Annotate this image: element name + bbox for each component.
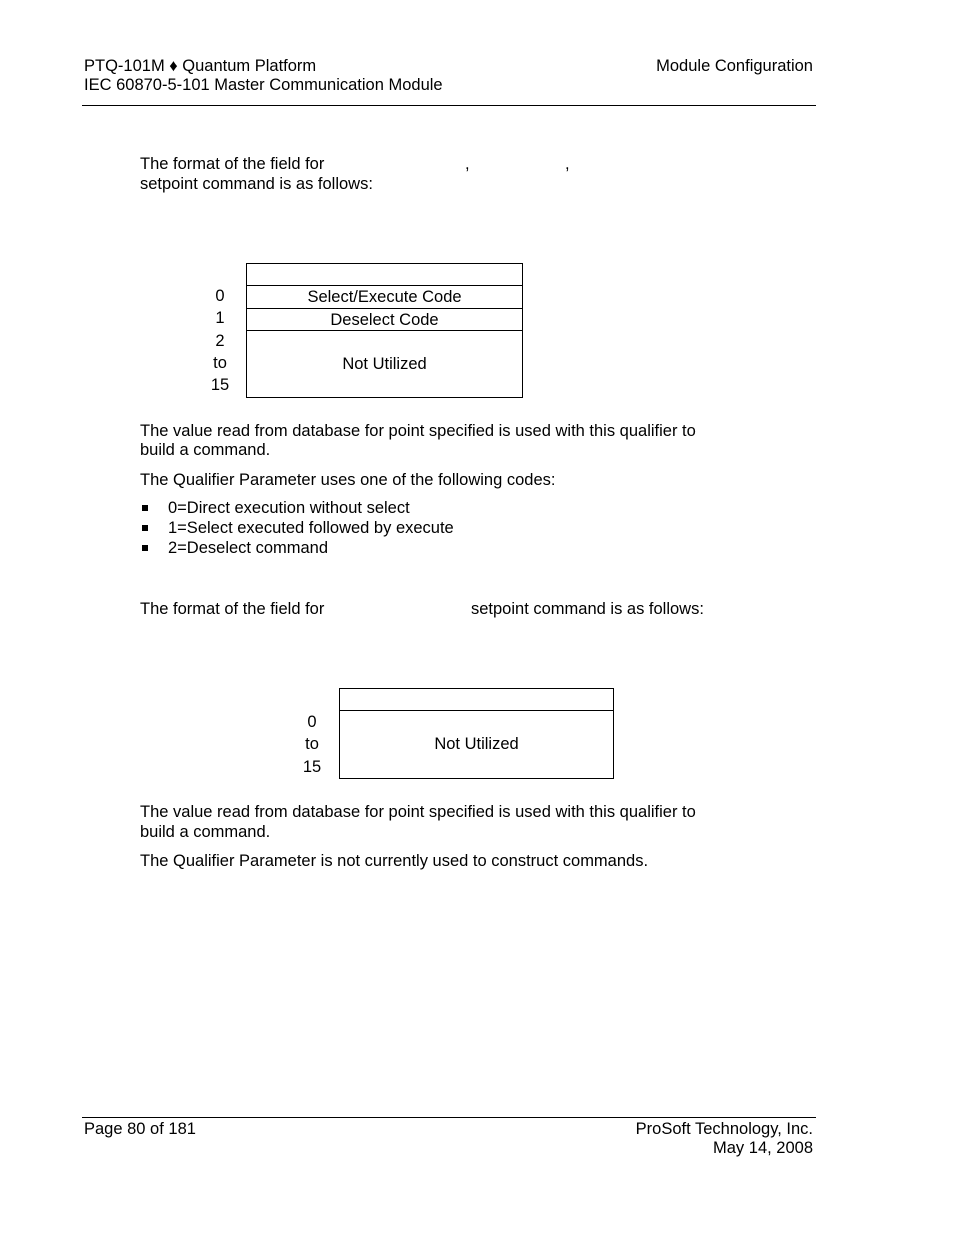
bit-label: 1: [215, 309, 225, 327]
bit-label: to: [305, 735, 319, 753]
bit-label: 2: [215, 332, 225, 350]
table-row: [247, 285, 522, 308]
table-row: [340, 710, 613, 778]
bit-label: 15: [210, 376, 230, 394]
footer-divider: [82, 1117, 816, 1118]
table-row: [247, 308, 522, 331]
bullet-square-icon: [142, 505, 148, 511]
table-cell: Not Utilized: [434, 735, 519, 753]
header-title-line1: PTQ-101M ♦ Quantum Platform: [84, 57, 317, 75]
footer-company: ProSoft Technology, Inc.: [635, 1120, 813, 1138]
bit-label: 0: [307, 713, 317, 731]
bit-label: to: [213, 354, 227, 372]
section1-intro-comma: ,: [565, 155, 570, 173]
section2-para1-line2: build a command.: [140, 823, 271, 841]
section1-intro-line2: setpoint command is as follows:: [140, 175, 373, 193]
bit-label: 15: [302, 758, 322, 776]
section1-intro-text: The format of the field for: [140, 155, 325, 173]
bit-label: 0: [215, 287, 225, 305]
table-cell: Deselect Code: [330, 310, 439, 329]
footer-page-number: Page 80 of 181: [84, 1120, 196, 1138]
section1-intro-comma: ,: [465, 155, 470, 173]
footer-date: May 14, 2008: [713, 1139, 813, 1157]
table-cell: Not Utilized: [342, 354, 427, 373]
header-section: Module Configuration: [656, 57, 813, 75]
section1-para2: The Qualifier Parameter uses one of the following codes:: [140, 471, 556, 489]
section2-para1-line1: The value read from database for point specified is used with this qualifier to: [140, 803, 696, 821]
bullet-square-icon: [142, 525, 148, 531]
section2-para2: The Qualifier Parameter is not currently used to construct commands.: [140, 852, 649, 870]
section2-intro-text-b: setpoint command is as follows:: [471, 600, 704, 618]
section2-intro-text: The format of the field for: [140, 600, 325, 618]
bullet-square-icon: [142, 545, 148, 551]
table-cell: Select/Execute Code: [307, 287, 462, 306]
section1-para1-line2: build a command.: [140, 441, 271, 459]
qualifier-bit-table-1: [246, 263, 523, 398]
table-row: [247, 330, 522, 397]
section1-para1-line1: The value read from database for point specified is used with this qualifier to: [140, 422, 696, 440]
header-title-line2: IEC 60870-5-101 Master Communication Module: [84, 76, 443, 94]
header-divider: [82, 105, 816, 106]
qualifier-bit-table-2: [339, 688, 614, 779]
